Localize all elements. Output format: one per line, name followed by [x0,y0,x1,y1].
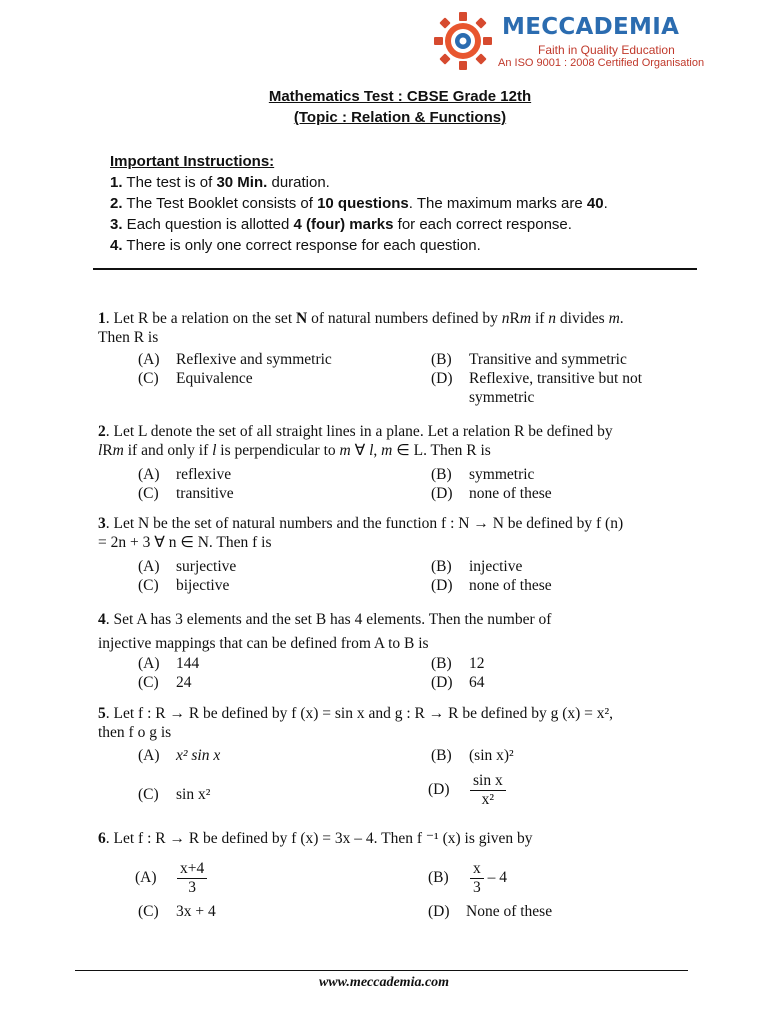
option-c[interactable]: (C) sin x² [138,786,211,803]
option-d[interactable]: (D) none of these [431,577,552,594]
footer-divider [75,970,688,971]
option-d[interactable]: (D) none of these [431,485,552,502]
fraction: $\frac{x+4}{3}$ [177,860,207,897]
instruction-item: 4. There is only one correct response for each question. [110,237,481,254]
question-4: 4. Set A has 3 elements and the set B has 4 elements. Then the number of injective mappings that can be defined from A to B is [98,611,552,652]
test-title: Mathematics Test : CBSE Grade 12th [268,88,532,105]
gear-logo-icon [432,10,494,72]
option-c[interactable]: (C) transitive [138,485,234,502]
instruction-item: 2. The Test Booklet consists of 10 questions. The maximum marks are 40. [110,195,608,212]
iso-certification: An ISO 9001 : 2008 Certified Organisation [498,57,705,69]
option-d-continued: symmetric [469,389,535,406]
question-6: 6. Let f : R → R be defined by f (x) = 3x – 4. Then f ⁻¹ (x) is given by [98,830,533,847]
test-topic: (Topic : Relation & Functions) [293,109,507,126]
option-d[interactable]: (D) $\frac{\text{sin x}}{\text{x²}}$ [428,772,506,809]
option-a[interactable]: (A) surjective [138,558,237,575]
option-c[interactable]: (C) bijective [138,577,230,594]
instruction-item: 3. Each question is allotted 4 (four) marks for each correct response. [110,216,572,233]
brand-name: MECCADEMIA [502,14,680,40]
fraction: $\frac{\text{sin x}}{\text{x²}}$ [470,772,506,809]
option-d[interactable]: (D) None of these [428,903,553,920]
option-a[interactable]: (A) 144 [138,655,200,672]
meccademia-logo [432,8,712,72]
instructions-block [110,151,608,256]
option-a[interactable]: (A) x² sin x [138,747,221,764]
section-divider [93,268,697,270]
option-a[interactable]: (A) reflexive [138,466,232,483]
option-c[interactable]: (C) Equivalence [138,370,253,387]
question-5: 5. Let f : R → R be defined by f (x) = sin x and g : R → R be defined by g (x) = x², then f o g is [98,705,614,741]
option-b[interactable]: (B) injective [431,558,523,575]
option-b[interactable]: (B) symmetric [431,466,535,483]
instruction-item: 1. The test is of 30 Min. duration. [110,174,330,191]
instructions-heading: Important Instructions: [110,153,275,170]
question-3: 3. Let N be the set of natural numbers and the function f : N → N be defined by f (n) = 2n + 3 ∀ n ∈ N. Then f is [98,515,624,551]
option-b[interactable]: (B) 12 [431,655,485,672]
question-1: 1. Let R be a relation on the set N of natural numbers defined by nRm if n divides m. Then R is [98,310,624,346]
option-d[interactable]: (D) Reflexive, transitive but not [431,370,643,387]
option-b[interactable]: (B) (sin x)² [431,747,514,764]
option-c[interactable]: (C) 3x + 4 [138,903,216,920]
option-a[interactable]: (A) Reflexive and symmetric [138,351,332,368]
option-b[interactable]: (B) Transitive and symmetric [431,351,627,368]
option-d[interactable]: (D) 64 [431,674,485,691]
option-a[interactable]: (A) $\frac{x+4}{3}$ [135,860,207,897]
option-c[interactable]: (C) 24 [138,674,192,691]
fraction: $\frac{x}{3}$ [470,860,484,897]
brand-tagline: Faith in Quality Education [538,43,675,57]
option-b[interactable]: (B) $\frac{x}{3}$ – 4 [428,860,507,896]
question-2: 2. Let L denote the set of all straight lines in a plane. Let a relation R be defined by lRm if and only if l is perpendicular to m ∀ l, m ∈ L. Then R is [98,423,613,459]
footer-url[interactable]: www.meccademia.com [318,975,450,990]
